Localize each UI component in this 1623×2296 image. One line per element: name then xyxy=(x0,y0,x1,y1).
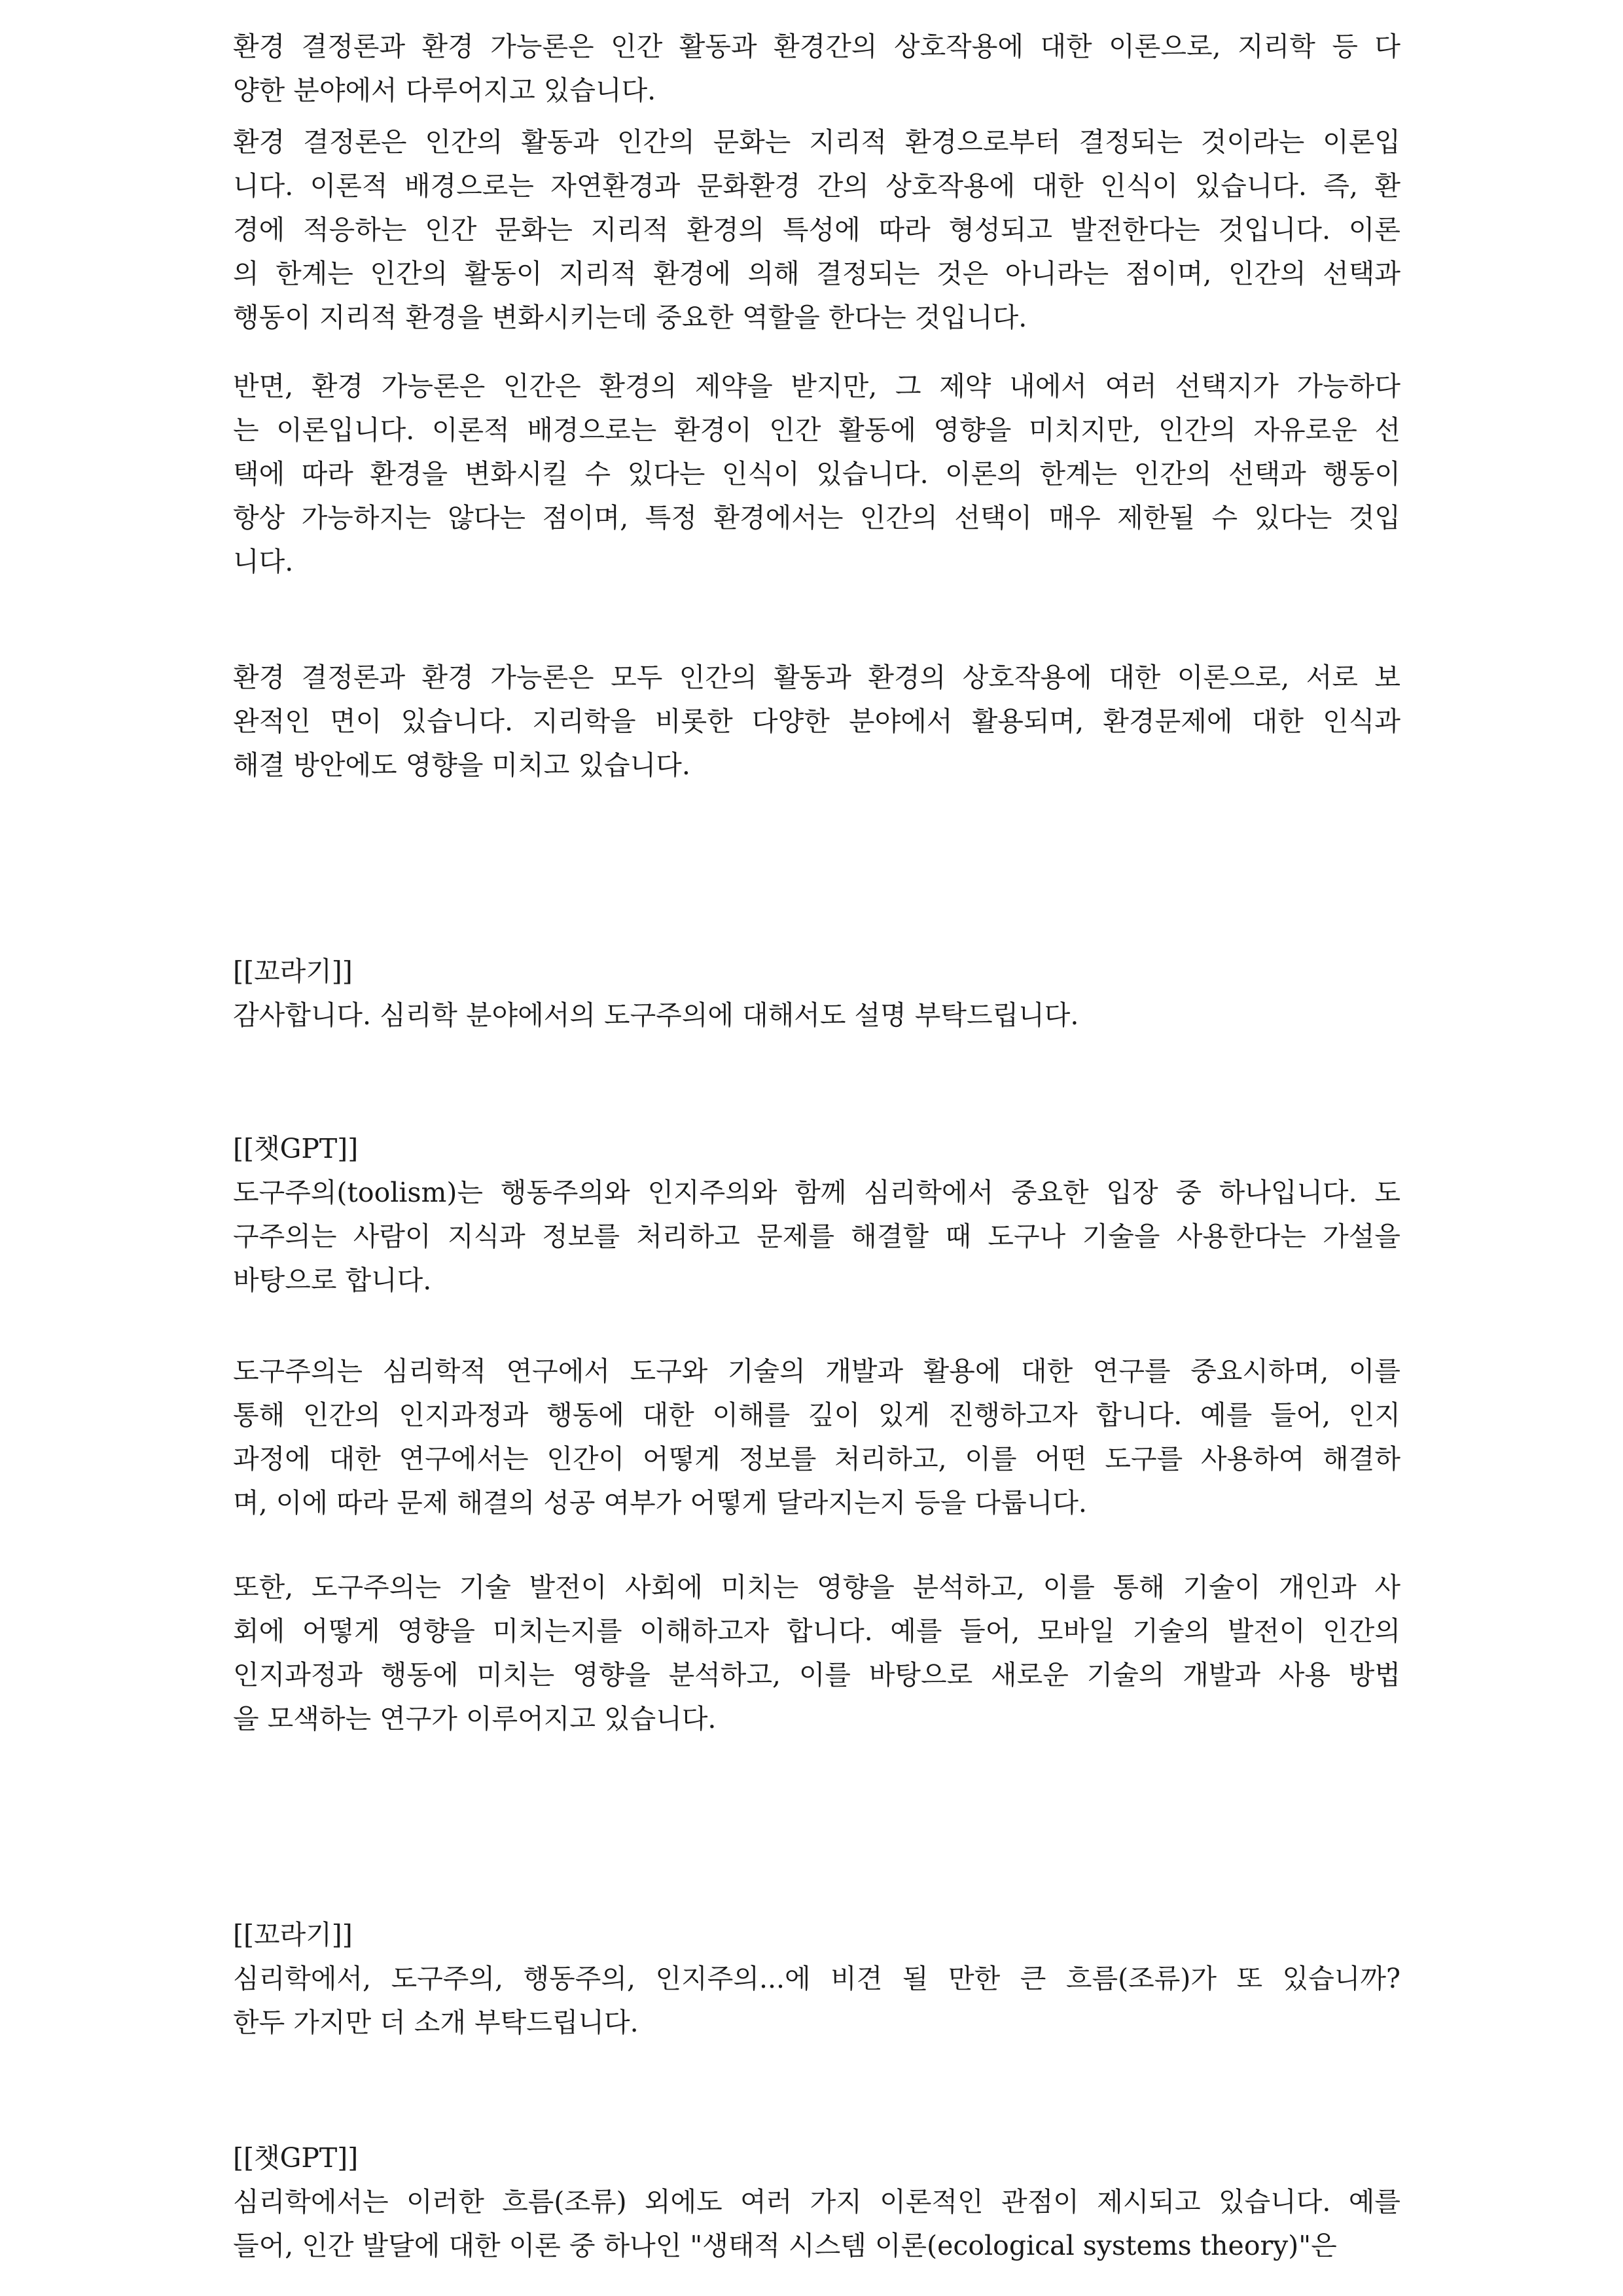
text-line: 환경 결정론과 환경 가능론은 모두 인간의 활동과 환경의 상호작용에 대한 이론으로, 서로 보 xyxy=(233,662,1400,693)
text-line: 완적인 면이 있습니다. 지리학을 비롯한 다양한 분야에서 활용되며, 환경문제에 대한 인식과 xyxy=(233,706,1400,737)
speaker-label: [[챗GPT]] xyxy=(233,2142,359,2174)
text-line: 환경 결정론과 환경 가능론은 인간 활동과 환경간의 상호작용에 대한 이론으로, 지리학 등 다 xyxy=(233,31,1400,62)
paragraph-block xyxy=(233,1350,1400,1525)
text-line: 또한, 도구주의는 기술 발전이 사회에 미치는 영향을 분석하고, 이를 통해 기술이 개인과 사 xyxy=(233,1571,1400,1603)
text-line: 바탕으로 합니다. xyxy=(233,1265,432,1296)
text-line: 통해 인간의 인지과정과 행동에 대한 이해를 깊이 있게 진행하고자 합니다. 예를 들어, 인지 xyxy=(233,1399,1400,1431)
speaker-label: [[챗GPT]] xyxy=(233,1133,359,1164)
paragraph-block xyxy=(233,25,1400,113)
text-line: 양한 분야에서 다루어지고 있습니다. xyxy=(233,75,656,106)
text-line: 들어, 인간 발달에 대한 이론 중 하나인 "생태적 시스템 이론(ecological systems theory)"은 xyxy=(233,2230,1337,2261)
text-line: 니다. xyxy=(233,546,294,577)
paragraph-block xyxy=(233,1913,1400,2045)
text-line: 는 이론입니다. 이론적 배경으로는 환경이 인간 활동에 영향을 미치지만, 인간의 자유로운 선 xyxy=(233,414,1400,446)
text-line: 구주의는 사람이 지식과 정보를 처리하고 문제를 해결할 때 도구나 기술을 사용한다는 가설을 xyxy=(233,1221,1400,1252)
text-line: 환경 결정론은 인간의 활동과 인간의 문화는 지리적 환경으로부터 결정되는 것이라는 이론입 xyxy=(233,126,1400,158)
text-line: 도구주의는 심리학적 연구에서 도구와 기술의 개발과 활용에 대한 연구를 중요시하며, 이를 xyxy=(233,1355,1400,1387)
text-line: 감사합니다. 심리학 분야에서의 도구주의에 대해서도 설명 부탁드립니다. xyxy=(233,999,1079,1031)
paragraph-block xyxy=(233,365,1400,584)
paragraph-block xyxy=(233,1127,1400,1302)
text-line: 을 모색하는 연구가 이루어지고 있습니다. xyxy=(233,1703,717,1734)
text-line: 도구주의(toolism)는 행동주의와 인지주의와 함께 심리학에서 중요한 입장 중 하나입니다. 도 xyxy=(233,1177,1400,1208)
paragraph-block xyxy=(233,656,1400,787)
text-line: 행동이 지리적 환경을 변화시키는데 중요한 역할을 한다는 것입니다. xyxy=(233,302,1027,333)
text-line: 의 한계는 인간의 활동이 지리적 환경에 의해 결정되는 것은 아니라는 점이며, 인간의 선택과 xyxy=(233,258,1400,289)
speaker-label: [[꼬라기]] xyxy=(233,1919,353,1950)
text-line: 해결 방안에도 영향을 미치고 있습니다. xyxy=(233,749,690,781)
paragraph-block xyxy=(233,950,1400,1037)
paragraph-block xyxy=(233,120,1400,340)
text-line: 며, 이에 따라 문제 해결의 성공 여부가 어떻게 달라지는지 등을 다룹니다. xyxy=(233,1487,1087,1518)
text-line: 택에 따라 환경을 변화시킬 수 있다는 인식이 있습니다. 이론의 한계는 인간의 선택과 행동이 xyxy=(233,458,1400,490)
text-line: 인지과정과 행동에 미치는 영향을 분석하고, 이를 바탕으로 새로운 기술의 개발과 사용 방법 xyxy=(233,1659,1400,1691)
text-line: 회에 어떻게 영향을 미치는지를 이해하고자 합니다. 예를 들어, 모바일 기술의 발전이 인간의 xyxy=(233,1615,1400,1647)
text-line: 심리학에서는 이러한 흐름(조류) 외에도 여러 가지 이론적인 관점이 제시되고 있습니다. 예를 xyxy=(233,2186,1400,2217)
speaker-label: [[꼬라기]] xyxy=(233,956,353,987)
text-line: 한두 가지만 더 소개 부탁드립니다. xyxy=(233,2007,639,2038)
text-line: 심리학에서, 도구주의, 행동주의, 인지주의...에 비견 될 만한 큰 흐름(조류)가 또 있습니까? xyxy=(233,1963,1400,1994)
text-line: 반면, 환경 가능론은 인간은 환경의 제약을 받지만, 그 제약 내에서 여러 선택지가 가능하다 xyxy=(233,370,1400,402)
text-line: 과정에 대한 연구에서는 인간이 어떻게 정보를 처리하고, 이를 어떤 도구를 사용하여 해결하 xyxy=(233,1443,1400,1475)
paragraph-block xyxy=(233,2136,1400,2268)
text-line: 니다. 이론적 배경으로는 자연환경과 문화환경 간의 상호작용에 대한 인식이 있습니다. 즉, 환 xyxy=(233,170,1400,202)
text-line: 항상 가능하지는 않다는 점이며, 특정 환경에서는 인간의 선택이 매우 제한될 수 있다는 것입 xyxy=(233,502,1400,533)
paragraph-block xyxy=(233,1566,1400,1741)
text-line: 경에 적응하는 인간 문화는 지리적 환경의 특성에 따라 형성되고 발전한다는 것입니다. 이론 xyxy=(233,214,1400,245)
